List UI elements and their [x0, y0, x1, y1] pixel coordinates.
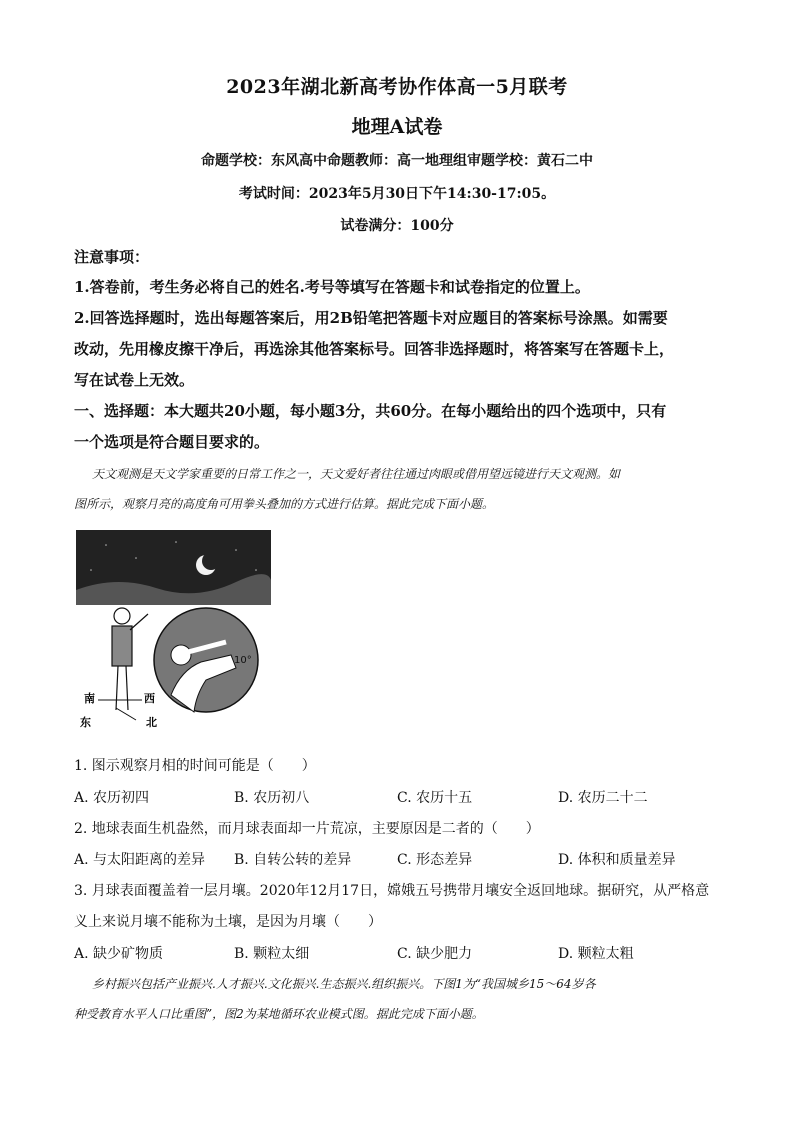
notice-item-2-line-3: 写在试卷上无效。: [74, 371, 195, 389]
question-3-option-c[interactable]: C. 缺少肥力: [397, 946, 473, 962]
angle-label: 10°: [234, 655, 252, 666]
passage-2-line-2: 种受教育水平人口比重图”，图2为某地循环农业模式图。据此完成下面小题。: [74, 1007, 484, 1021]
moon-observation-illustration: [76, 530, 271, 730]
question-3-option-b[interactable]: B. 颗粒太细: [234, 946, 310, 962]
exam-schools: 命题学校：东风高中命题教师：高一地理组审题学校：黄石二中: [201, 153, 593, 169]
passage-1-line-1: 天文观测是天文学家重要的日常工作之一，天文爱好者往往通过肉眼或借用望远镜进行天文观测。如: [92, 467, 621, 481]
section-1-line-1: 一、选择题：本大题共20小题，每小题3分，共60分。在每小题给出的四个选项中，只有: [74, 402, 667, 420]
question-1-stem: 1. 图示观察月相的时间可能是（ ）: [74, 758, 316, 774]
direction-north: 北: [146, 716, 157, 729]
moon-observation-figure: [76, 530, 271, 730]
notice-item-1: 1.答卷前，考生务必将自己的姓名.考号等填写在答题卡和试卷指定的位置上。: [74, 278, 590, 296]
question-3-stem-line-1: 3. 月球表面覆盖着一层月壤。2020年12月17日，嫦娥五号携带月壤安全返回地球。据研究，从严格意: [74, 883, 710, 899]
direction-south: 南: [84, 692, 95, 705]
question-1-option-c[interactable]: C. 农历十五: [397, 790, 473, 806]
observer-figure: [112, 608, 148, 710]
section-1-line-2: 一个选项是符合题目要求的。: [74, 433, 270, 451]
exam-score: 试卷满分：100分: [340, 218, 454, 234]
question-2-option-b[interactable]: B. 自转公转的差异: [234, 852, 352, 868]
question-2-stem: 2. 地球表面生机盎然，而月球表面却一片荒凉，主要原因是二者的（ ）: [74, 821, 540, 837]
exam-time: 考试时间：2023年5月30日下午14:30-17:05。: [238, 186, 556, 202]
question-1-option-b[interactable]: B. 农历初八: [234, 790, 310, 806]
question-3-stem-line-2: 义上来说月壤不能称为土壤，是因为月壤（ ）: [74, 914, 382, 930]
notice-heading: 注意事项：: [74, 248, 150, 266]
question-3-option-a[interactable]: A. 缺少矿物质: [74, 946, 164, 962]
question-2-option-a[interactable]: A. 与太阳距离的差异: [74, 852, 206, 868]
notice-item-2-line-2: 改动，先用橡皮擦干净后，再选涂其他答案标号。回答非选择题时，将答案写在答题卡上，: [74, 340, 675, 358]
exam-subtitle: 地理A试卷: [351, 116, 443, 138]
question-1-option-a[interactable]: A. 农历初四: [74, 790, 150, 806]
question-2-option-c[interactable]: C. 形态差异: [397, 852, 473, 868]
compass-line-ns: [116, 708, 136, 720]
passage-1-line-2: 图所示，观察月亮的高度角可用拳头叠加的方式进行估算。据此完成下面小题。: [74, 497, 495, 511]
question-2-option-d[interactable]: D. 体积和质量差异: [558, 852, 676, 868]
direction-west: 西: [144, 692, 155, 705]
exam-title: 2023年湖北新高考协作体高一5月联考: [226, 76, 568, 98]
notice-item-2-line-1: 2.回答选择题时，选出每题答案后，用2B铅笔把答题卡对应题目的答案标号涂黑。如需要: [74, 309, 668, 327]
passage-2-line-1: 乡村振兴包括产业振兴.人才振兴.文化振兴.生态振兴.组织振兴。下图1为“我国城乡15～64岁各: [92, 977, 596, 991]
question-3-option-d[interactable]: D. 颗粒太粗: [558, 946, 634, 962]
direction-east: 东: [80, 716, 91, 729]
question-1-option-d[interactable]: D. 农历二十二: [558, 790, 648, 806]
